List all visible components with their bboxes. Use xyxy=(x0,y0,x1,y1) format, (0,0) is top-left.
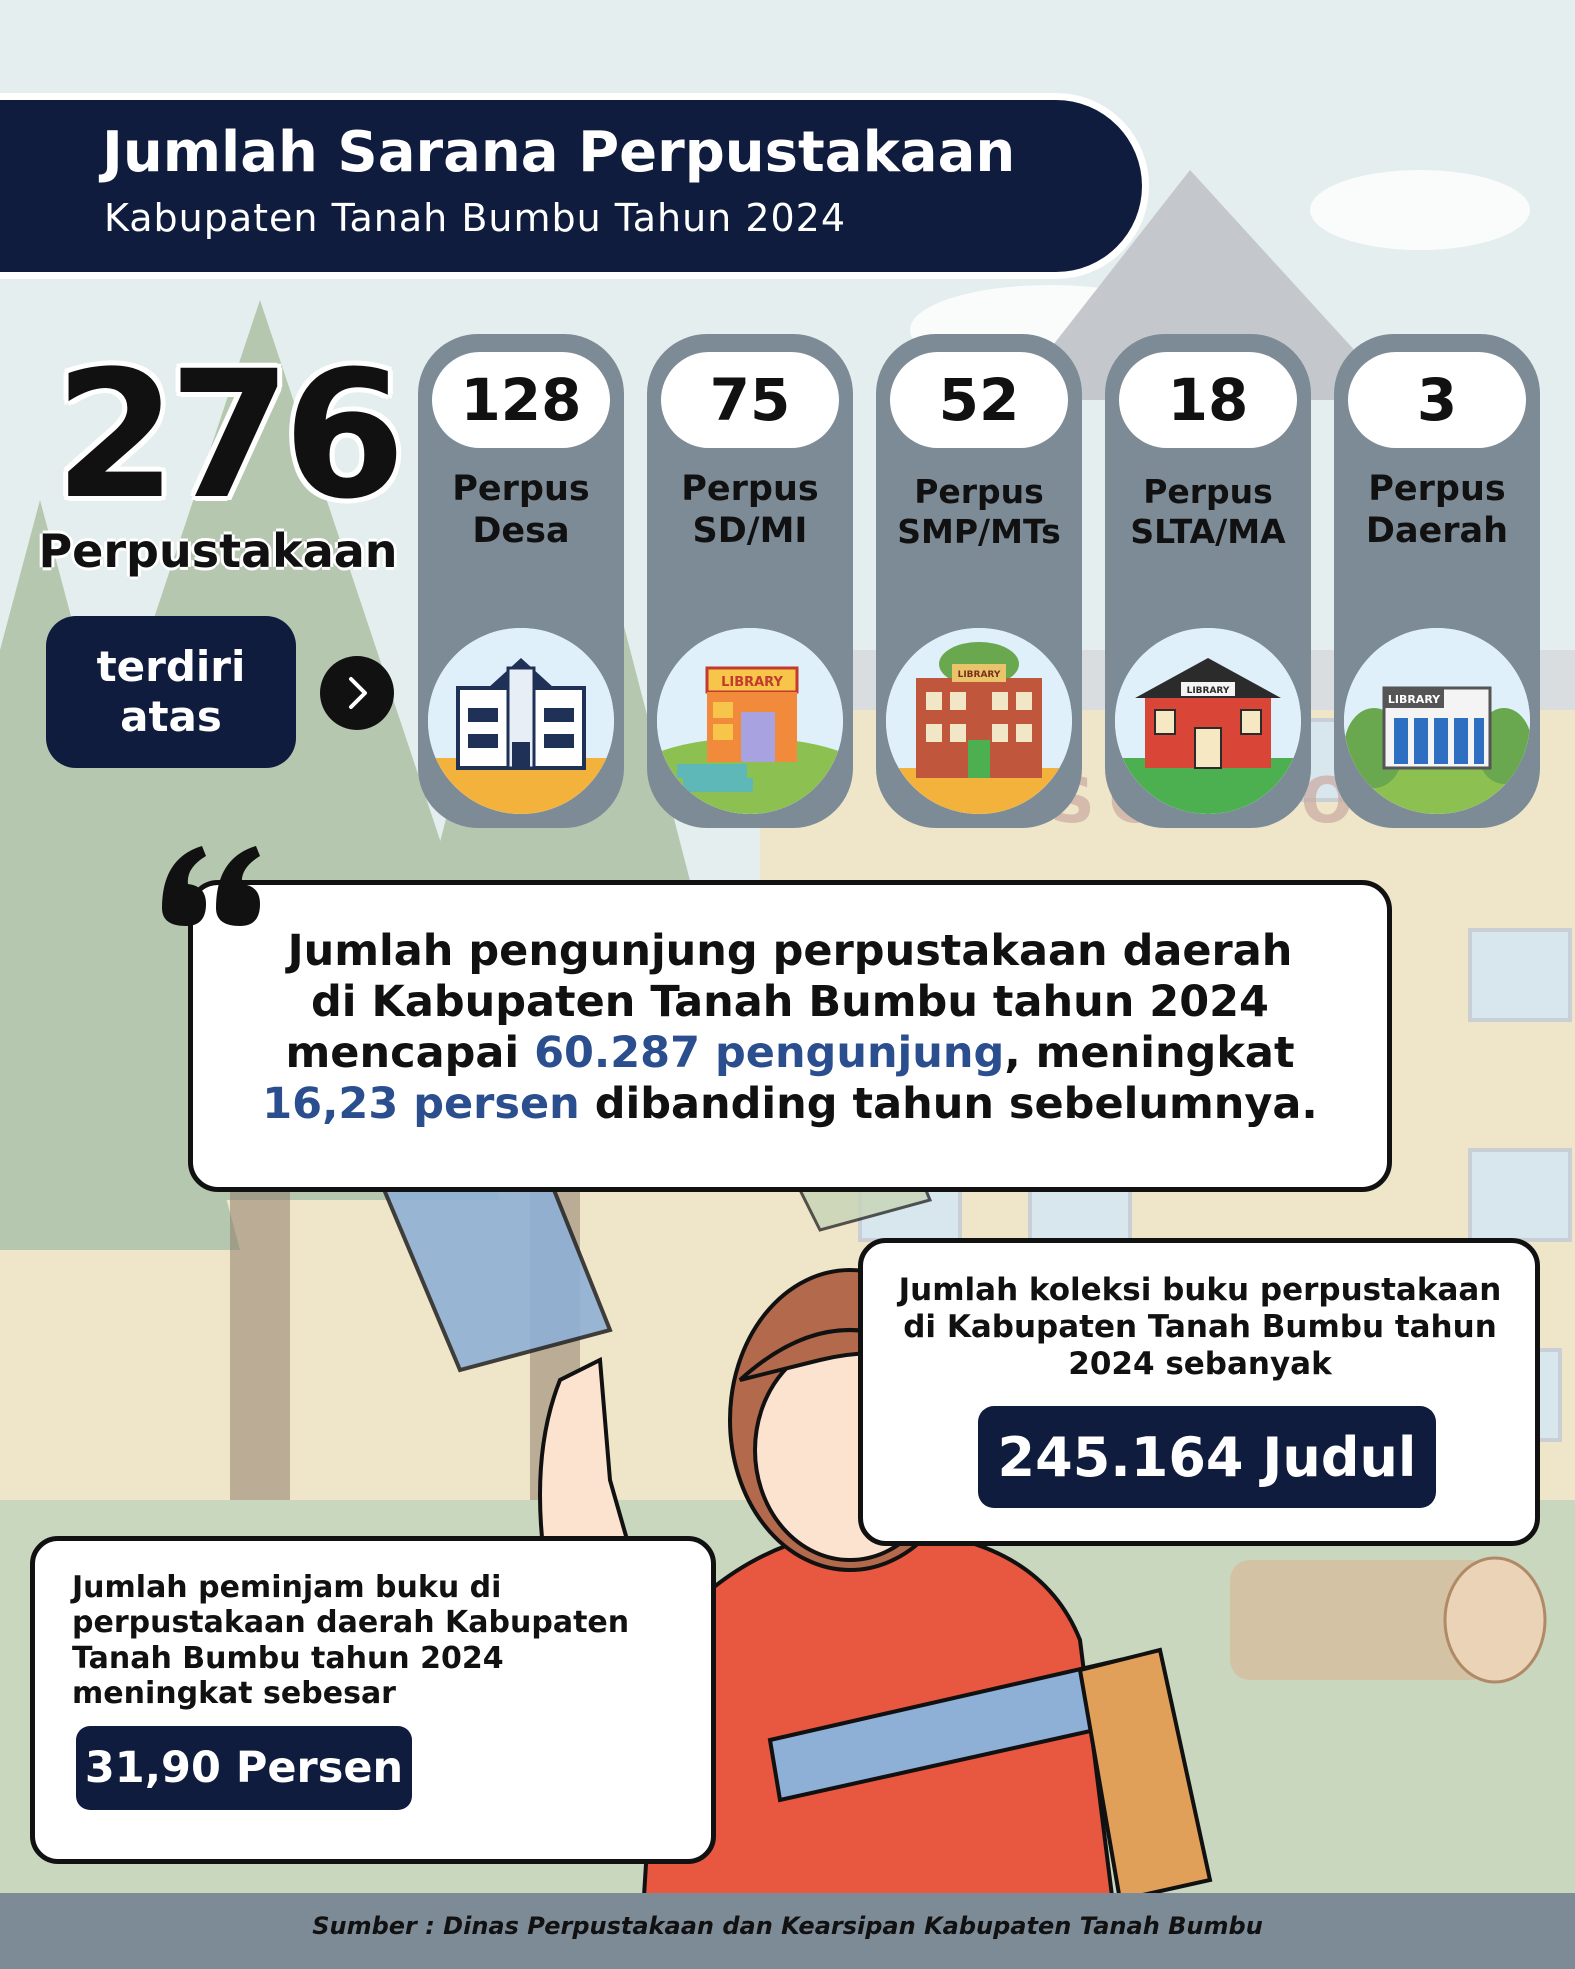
library-sign-text: LIBRARY xyxy=(1186,686,1230,696)
borrowers-description: Jumlah peminjam buku di perpustakaan daerah Kabupaten Tanah Bumbu tahun 2024 meningkat sebesar xyxy=(72,1570,630,1712)
collection-value-badge xyxy=(978,1406,1436,1508)
total-libraries-label: Perpustakaan xyxy=(38,524,398,578)
visitors-line-4 xyxy=(250,1079,1330,1130)
library-sign-text: LIBRARY xyxy=(721,675,783,690)
visitors-line-2: di Kabupaten Tanah Bumbu tahun 2024 xyxy=(311,977,1269,1028)
category-label: Perpus Daerah xyxy=(1365,469,1509,551)
modern-library-building-icon xyxy=(1344,628,1530,814)
chevron-right-icon xyxy=(320,656,394,730)
page-title: Jumlah Sarana Perpustakaan xyxy=(102,120,1016,185)
category-label: Perpus SMP/MTs xyxy=(897,472,1061,551)
visitors-count-highlight: 60.287 pengunjung xyxy=(534,1028,1005,1079)
red-library-building-icon xyxy=(1115,628,1301,814)
category-card-daerah xyxy=(1334,334,1540,828)
school-library-building-icon xyxy=(886,628,1072,814)
page-subtitle: Kabupaten Tanah Bumbu Tahun 2024 xyxy=(104,196,847,240)
category-label: Perpus SD/MI xyxy=(681,469,819,551)
borrowers-value-badge xyxy=(76,1726,412,1810)
category-value: 3 xyxy=(1348,352,1526,448)
visitors-line-3-suffix: , meningkat xyxy=(1004,1028,1295,1079)
visitors-percent-highlight: 16,23 persen xyxy=(262,1079,580,1130)
quote-mark-icon xyxy=(152,838,272,938)
category-value: 128 xyxy=(432,352,610,448)
library-sign-building-icon xyxy=(657,628,843,814)
consists-of-label: terdiri atas xyxy=(96,641,246,741)
source-text: Sumber : Dinas Perpustakaan dan Kearsipan Kabupaten Tanah Bumbu xyxy=(312,1912,1263,1940)
total-libraries-number: 276 xyxy=(54,333,398,538)
visitors-line-4-suffix: dibanding tahun sebelumnya. xyxy=(579,1079,1318,1130)
category-card-desa xyxy=(418,334,624,828)
category-card-smp-mts xyxy=(876,334,1082,828)
category-value: 75 xyxy=(661,352,839,448)
visitors-statement xyxy=(250,926,1330,1131)
library-sign-text: LIBRARY xyxy=(957,670,1001,680)
visitors-line-3 xyxy=(250,1028,1330,1079)
borrowers-value: 31,90 Persen xyxy=(84,1743,404,1793)
category-value: 18 xyxy=(1119,352,1297,448)
category-label: Perpus SLTA/MA xyxy=(1130,472,1286,551)
consists-of-badge xyxy=(46,616,296,768)
category-label: Perpus Desa xyxy=(452,469,590,551)
visitors-line-3-prefix: mencapai xyxy=(285,1028,535,1079)
category-card-sd-mi xyxy=(647,334,853,828)
library-sign-text: LIBRARY xyxy=(1387,693,1441,706)
category-value: 52 xyxy=(890,352,1068,448)
village-library-building-icon xyxy=(428,628,614,814)
visitors-line-1: Jumlah pengunjung perpustakaan daerah xyxy=(287,926,1293,976)
category-card-slta-ma xyxy=(1105,334,1311,828)
collection-description: Jumlah koleksi buku perpustakaan di Kabupaten Tanah Bumbu tahun 2024 sebanyak xyxy=(898,1272,1502,1383)
collection-value: 245.164 Judul xyxy=(997,1425,1417,1489)
